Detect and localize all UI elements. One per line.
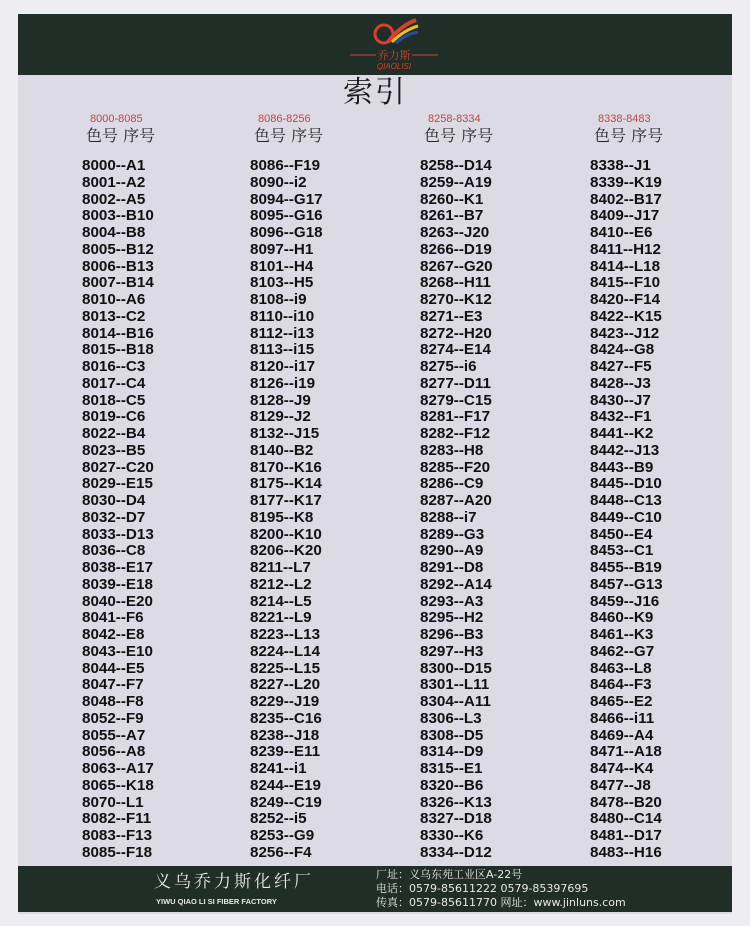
index-entry: 8483--H16 [590,843,662,861]
index-column [82,112,155,862]
page-title: 索引 [343,75,407,110]
index-entry: 8227--L20 [250,676,321,694]
index-entry: 8022--B4 [82,425,146,442]
index-entry: 8445--D10 [590,475,662,493]
index-entry: 8300--D15 [420,659,492,677]
index-entry: 8326--K13 [420,793,492,811]
index-entry: 8270--K12 [420,291,492,308]
index-entry: 8267--G20 [420,257,493,275]
index-entry: 8039--E18 [82,575,153,593]
index-entry: 8097--H1 [250,240,314,258]
index-entry: 8330--K6 [420,827,484,844]
index-entry: 8211--L7 [250,559,311,576]
index-entry: 8308--D5 [420,726,484,744]
index-entry: 8056--A8 [82,743,146,761]
index-entry: 8239--E11 [250,743,321,761]
index-entry: 8339--K19 [590,173,662,191]
index-entry: 8281--F17 [420,408,491,426]
index-entry: 8260--K1 [420,190,484,208]
index-entry: 8274--E14 [420,341,491,359]
index-entry: 8252--i5 [250,810,307,828]
index-entry: 8478--B20 [590,793,662,811]
phone: 电话：0579-85611222 0579-85397695 [376,882,589,895]
index-entry: 8287--A20 [420,492,492,509]
column-range: 8000-8085 [90,113,143,125]
index-entry: 8200--K10 [250,525,322,543]
svg-text:乔力斯: 乔力斯 [377,49,411,62]
index-entry: 8030--D4 [82,492,146,509]
index-entry: 8029--E15 [82,475,153,493]
index-entry: 8449--C10 [590,508,662,526]
header-band [18,14,732,75]
index-entry: 8096--G18 [250,224,323,241]
index-entry: 8288--i7 [420,508,477,526]
index-entry: 8038--E17 [82,559,153,576]
index-entry: 8414--L18 [590,257,661,275]
index-entry: 8464--F3 [590,676,652,694]
index-entry: 8253--G9 [250,827,315,844]
index-entry: 8295--H2 [420,609,484,627]
index-entry: 8334--D12 [420,843,492,861]
index-entry: 8402--B17 [590,190,662,208]
index-entry: 8459--J16 [590,592,660,610]
index-column [250,112,323,862]
index-entry: 8108--i9 [250,291,307,308]
index-entry: 8279--C15 [420,391,492,409]
index-entry: 8223--L13 [250,626,321,643]
address: 厂址：义乌东苑工业区A-22号 [376,868,523,881]
index-entry: 8463--L8 [590,659,652,677]
index-entry: 8094--G17 [250,190,323,208]
index-entry: 8175--K14 [250,475,322,493]
index-entry: 8224--L14 [250,642,321,660]
index-entry: 8212--L2 [250,575,312,593]
index-column [420,112,493,862]
index-entry: 8015--B18 [82,341,154,359]
index-entry: 8085--F18 [82,843,153,861]
index-entry: 8052--F9 [82,709,144,727]
index-entry: 8268--H11 [420,274,491,292]
index-entry: 8292--A14 [420,575,492,593]
index-entry: 8036--C8 [82,542,146,560]
index-entry: 8070--L1 [82,793,144,811]
index-entry: 8471--A18 [590,743,662,761]
column-range: 8258-8334 [428,113,481,125]
index-entry: 8177--K17 [250,492,322,509]
index-entry: 8090--i2 [250,173,307,191]
index-entry: 8033--D13 [82,525,154,543]
index-entry: 8427--F5 [590,358,652,375]
index-entry: 8410--E6 [590,224,653,241]
index-entry: 8296--B3 [420,626,484,643]
index-entry: 8480--C14 [590,810,662,828]
index-entry: 8225--L15 [250,659,321,677]
index-entry: 8065--K18 [82,776,154,794]
index-entry: 8261--B7 [420,207,484,225]
index-entry: 8023--B5 [82,441,146,459]
index-entry: 8113--i15 [250,341,315,359]
index-entry: 8301--L11 [420,676,490,694]
index-entry: 8103--H5 [250,274,314,292]
index-entry: 8423--J12 [590,324,660,342]
index-entry: 8327--D18 [420,810,492,828]
index-entry: 8229--J19 [250,693,320,710]
index-entry: 8007--B14 [82,274,154,292]
index-entry: 8002--A5 [82,190,146,208]
column-range: 8086-8256 [258,113,311,125]
index-entry: 8442--J13 [590,441,660,459]
index-entry: 8277--D11 [420,374,491,392]
index-entry: 8238--J18 [250,726,320,744]
index-entry: 8128--J9 [250,391,311,409]
index-entry: 8415--F10 [590,274,661,292]
index-entry: 8027--C20 [82,458,154,476]
index-entry: 8315--E1 [420,760,483,777]
index-entry: 8460--K9 [590,609,654,627]
index-entry: 8221--L9 [250,609,312,627]
index-entry: 8083--F13 [82,827,153,844]
index-entry: 8455--B19 [590,559,662,576]
index-entry: 8275--i6 [420,358,477,375]
column-heading: 色号 序号 [594,126,664,145]
index-column [590,112,663,862]
column-range: 8338-8483 [598,113,651,125]
index-entry: 8017--C4 [82,374,146,392]
qiaolisi-logo [348,16,440,72]
footer-band [18,866,732,912]
index-entry: 8019--C6 [82,408,146,426]
index-entry: 8112--i13 [250,324,315,342]
index-entry: 8005--B12 [82,240,154,258]
index-entry: 8032--D7 [82,508,146,526]
index-entry: 8291--D8 [420,559,484,576]
index-entry: 8420--F14 [590,291,661,308]
index-entry: 8244--E19 [250,776,321,794]
index-entry: 8095--G16 [250,207,323,225]
index-entry: 8448--C13 [590,492,662,509]
index-entry: 8422--K15 [590,307,662,325]
index-entry: 8306--L3 [420,709,482,727]
fax-website: 传真：0579-85611770 网址：www.jinluns.com [376,896,626,909]
index-entry: 8249--C19 [250,793,322,811]
index-entry: 8441--K2 [590,425,654,442]
index-entry: 8283--H8 [420,441,484,459]
index-entry: 8120--i17 [250,358,316,375]
index-entry: 8214--L5 [250,592,312,610]
index-entry: 8465--E2 [590,693,653,710]
index-entry: 8409--J17 [590,207,660,225]
index-entry: 8126--i19 [250,374,316,392]
index-entry: 8271--E3 [420,307,483,325]
index-entry: 8263--J20 [420,224,490,241]
index-entry: 8282--F12 [420,425,491,442]
column-heading: 色号 序号 [424,126,494,145]
index-entry: 8016--C3 [82,358,146,375]
column-heading: 色号 序号 [254,126,324,145]
index-entry: 8289--G3 [420,525,485,543]
index-entry: 8297--H3 [420,642,484,660]
index-entry: 8110--i10 [250,307,315,325]
company-name-en: YIWU QIAO LI SI FIBER FACTORY [156,897,277,906]
index-entry: 8474--K4 [590,760,654,777]
index-entry: 8010--A6 [82,291,146,308]
index-entry: 8290--A9 [420,542,484,560]
index-entry: 8235--C16 [250,709,322,727]
index-entry: 8018--C5 [82,391,146,409]
index-entry: 8082--F11 [82,810,152,828]
index-entry: 8170--K16 [250,458,322,476]
index-entry: 8003--B10 [82,207,154,225]
index-entry: 8432--F1 [590,408,652,426]
index-entry: 8320--B6 [420,776,484,794]
index-entry: 8206--K20 [250,542,322,560]
index-entry: 8086--F19 [250,157,321,174]
index-entry: 8304--A11 [420,693,491,710]
index-entry: 8293--A3 [420,592,484,610]
index-entry: 8461--K3 [590,626,654,643]
index-entry: 8450--E4 [590,525,653,543]
index-entry: 8000--A1 [82,157,146,174]
index-entry: 8462--G7 [590,642,655,660]
index-entry: 8047--F7 [82,676,144,694]
index-entry: 8140--B2 [250,441,314,459]
index-entry: 8428--J3 [590,374,651,392]
index-entry: 8285--F20 [420,458,491,476]
index-entry: 8314--D9 [420,743,484,761]
index-entry: 8241--i1 [250,760,307,777]
index-entry: 8286--C9 [420,475,484,493]
index-entry: 8453--C1 [590,542,654,560]
index-entry: 8266--D19 [420,240,492,258]
contact-info [376,868,626,910]
index-entry: 8001--A2 [82,173,146,191]
index-entry: 8101--H4 [250,257,314,275]
index-entry: 8430--J7 [590,391,651,409]
index-entry: 8481--D17 [590,827,662,844]
index-entry: 8004--B8 [82,224,146,241]
index-entry: 8195--K8 [250,508,314,526]
index-entry: 8256--F4 [250,843,312,861]
index-entry: 8258--D14 [420,157,492,174]
index-entry: 8006--B13 [82,257,154,275]
index-entry: 8129--J2 [250,408,311,426]
index-entry: 8044--E5 [82,659,145,677]
svg-text:QIAOLISI: QIAOLISI [376,62,412,71]
index-entry: 8043--E10 [82,642,153,660]
index-entry: 8259--A19 [420,173,492,191]
index-entry: 8411--H12 [590,240,661,258]
index-entry: 8063--A17 [82,760,154,777]
index-entry: 8041--F6 [82,609,144,627]
index-entry: 8042--E8 [82,626,145,643]
index-entry: 8424--G8 [590,341,655,359]
column-heading: 色号 序号 [86,126,156,145]
index-entry: 8466--i11 [590,709,655,727]
index-entry: 8469--A4 [590,726,654,744]
index-entry: 8457--G13 [590,575,663,593]
index-entry: 8443--B9 [590,458,654,476]
index-entry: 8272--H20 [420,324,492,342]
index-entry: 8048--F8 [82,693,144,710]
index-entry: 8132--J15 [250,425,320,442]
index-entry: 8013--C2 [82,307,146,325]
company-name-cn: 义乌乔力斯化纤厂 [154,872,314,892]
index-entry: 8040--E20 [82,592,153,610]
index-entry: 8014--B16 [82,324,154,342]
index-entry: 8477--J8 [590,776,651,794]
index-entry: 8055--A7 [82,726,146,744]
index-entry: 8338--J1 [590,157,651,174]
